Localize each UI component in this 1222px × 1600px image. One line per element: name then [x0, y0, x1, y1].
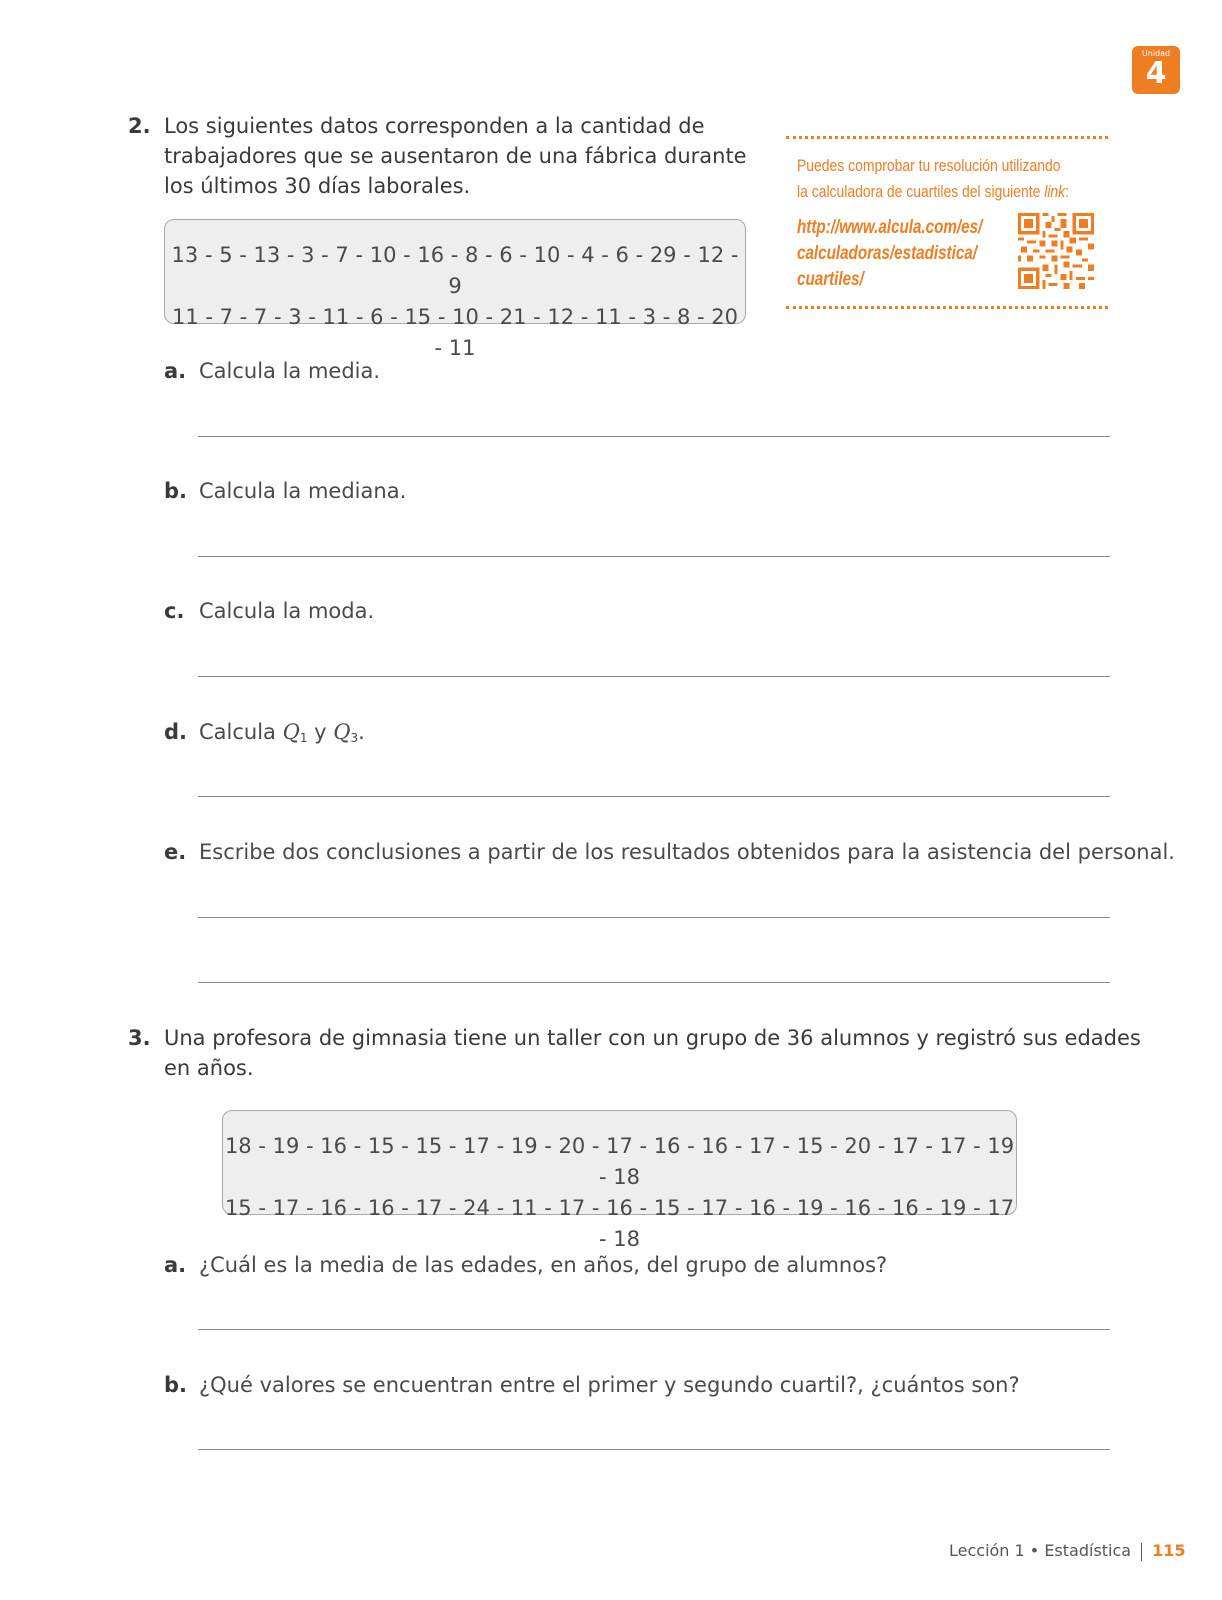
- answer-line-3a[interactable]: [198, 1329, 1110, 1330]
- tip-link-line[interactable]: cuartiles/: [797, 269, 864, 290]
- unit-number: 4: [1145, 56, 1167, 91]
- q1-subscript: 1: [299, 731, 308, 745]
- unit-badge: [1132, 46, 1180, 94]
- q1-symbol: Q: [282, 720, 300, 744]
- footer-lesson: Lección 1 • Estadística: [949, 1541, 1132, 1560]
- question-2b-letter: b.: [164, 479, 188, 503]
- tip-text: [797, 153, 1069, 205]
- question-2a-text: Calcula la media.: [199, 359, 381, 383]
- data-line: 15 - 17 - 16 - 16 - 17 - 24 - 11 - 17 - 16 - 15 - 17 - 16 - 19 - 16 - 16 - 19 - 17 - 18: [224, 1196, 1015, 1251]
- q3-symbol: Q: [333, 720, 351, 744]
- question-2c-letter: c.: [164, 599, 185, 623]
- exercise-3-statement: [164, 1023, 1141, 1083]
- data-line: 18 - 19 - 16 - 15 - 15 - 17 - 19 - 20 - 17 - 16 - 16 - 17 - 15 - 20 - 17 - 17 - 19 - 18: [224, 1134, 1015, 1189]
- statement-line: trabajadores que se ausentaron de una fábrica durante: [164, 144, 747, 168]
- tip-bottom-border: [786, 306, 1108, 309]
- question-2d-prefix: Calcula: [199, 720, 276, 744]
- question-2d-text: [199, 720, 365, 745]
- exercise-2-number: 2.: [128, 114, 151, 138]
- answer-line-2d[interactable]: [198, 796, 1110, 797]
- tip-link[interactable]: [797, 215, 982, 293]
- footer-separator: [1141, 1543, 1142, 1561]
- question-2d-letter: d.: [164, 720, 188, 744]
- question-3b-text: ¿Qué valores se encuentran entre el primer y segundo cuartil?, ¿cuántos son?: [199, 1373, 1020, 1397]
- answer-line-2e-1[interactable]: [198, 917, 1110, 918]
- question-2e-letter: e.: [164, 840, 187, 864]
- page-number: 115: [1152, 1541, 1186, 1560]
- question-2d-end: .: [358, 720, 365, 744]
- question-2d-and: y: [314, 720, 327, 744]
- answer-line-2e-2[interactable]: [198, 982, 1110, 983]
- statement-line: en años.: [164, 1056, 254, 1080]
- tip-line-2-prefix: la calculadora de cuartiles del siguiente: [797, 182, 1041, 201]
- tip-link-line[interactable]: http://www.alcula.com/es/: [797, 217, 983, 238]
- unit-label: Unidad: [1141, 49, 1171, 58]
- question-2b-text: Calcula la mediana.: [199, 479, 407, 503]
- question-3b-letter: b.: [164, 1373, 188, 1397]
- statement-line: Los siguientes datos corresponden a la cantidad de: [164, 114, 705, 138]
- question-3a-letter: a.: [164, 1253, 187, 1277]
- data-line: 11 - 7 - 7 - 3 - 11 - 6 - 15 - 10 - 21 - 12 - 11 - 3 - 8 - 20 - 11: [171, 305, 738, 360]
- question-2c-text: Calcula la moda.: [199, 599, 375, 623]
- qr-code-icon[interactable]: [1018, 213, 1094, 289]
- exercise-2-data-box: [164, 219, 746, 360]
- tip-colon: :: [1065, 182, 1070, 201]
- exercise-2-statement: [164, 111, 747, 201]
- tip-link-line[interactable]: calculadoras/estadistica/: [797, 243, 977, 264]
- answer-line-3b[interactable]: [198, 1449, 1110, 1450]
- q3-subscript: 3: [350, 731, 359, 745]
- data-line: 13 - 5 - 13 - 3 - 7 - 10 - 16 - 8 - 6 - 10 - 4 - 6 - 29 - 12 - 9: [171, 243, 739, 298]
- tip-line-2: [797, 179, 1069, 205]
- footer: [949, 1541, 1186, 1561]
- exercise-3-data-box: [222, 1110, 1017, 1251]
- answer-line-2c[interactable]: [198, 676, 1110, 677]
- question-3a-text: ¿Cuál es la media de las edades, en años, del grupo de alumnos?: [199, 1253, 888, 1277]
- question-2a-letter: a.: [164, 359, 187, 383]
- exercise-3-number: 3.: [128, 1026, 151, 1050]
- tip-top-border: [786, 136, 1108, 139]
- answer-line-2a[interactable]: [198, 436, 1110, 437]
- answer-line-2b[interactable]: [198, 556, 1110, 557]
- question-2e-text: Escribe dos conclusiones a partir de los resultados obtenidos para la asistencia del personal.: [199, 840, 1175, 864]
- statement-line: Una profesora de gimnasia tiene un taller con un grupo de 36 alumnos y registró sus edades: [164, 1026, 1141, 1050]
- statement-line: los últimos 30 días laborales.: [164, 174, 471, 198]
- tip-link-word: link: [1044, 182, 1066, 201]
- tip-line-1: Puedes comprobar tu resolución utilizando: [797, 156, 1061, 175]
